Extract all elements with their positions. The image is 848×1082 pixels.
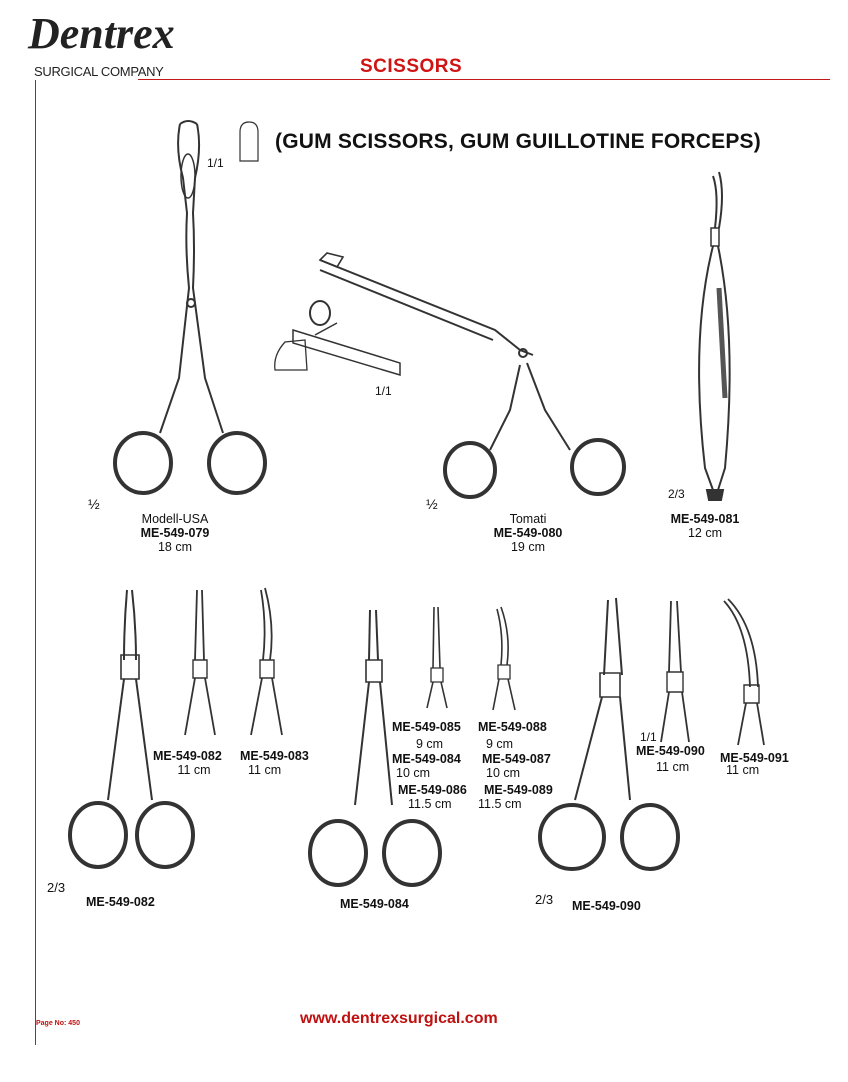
gum-scissors-detail-curved-illustration (720, 597, 775, 747)
gum-scissors-small-straight-illustration (422, 603, 452, 713)
product-size: 11 cm (726, 763, 760, 777)
scale-label: ½ (426, 496, 438, 512)
gum-scissors-large-illustration (60, 585, 200, 890)
scale-label: 2/3 (47, 880, 66, 895)
detail-scale-label: 1/1 (207, 156, 224, 170)
scale-label: 2/3 (535, 892, 554, 907)
product-size: 9 cm (486, 737, 514, 751)
brand-logo: Dentrex (28, 9, 175, 58)
product-size: 18 cm (157, 540, 193, 554)
product-code: ME-549-090 (636, 744, 705, 758)
product-code: ME-549-085 (392, 720, 461, 734)
product-size: 11 cm (177, 763, 211, 777)
gum-scissors-small-curved-illustration (487, 605, 522, 713)
product-size: 19 cm (510, 540, 546, 554)
product-label-081 (655, 512, 755, 540)
category-title: (GUM SCISSORS, GUM GUILLOTINE FORCEPS) (275, 130, 761, 153)
product-code: ME-549-084 (392, 752, 461, 766)
spring-scissors-illustration (685, 168, 745, 503)
product-code: ME-549-079 (140, 526, 210, 540)
product-code: ME-549-091 (720, 751, 789, 765)
group-main-code: ME-549-082 (86, 895, 155, 909)
product-code: ME-549-080 (493, 526, 563, 540)
gum-scissors-curved-illustration (245, 585, 290, 740)
product-code: ME-549-081 (670, 512, 740, 526)
product-label-082 (153, 749, 235, 777)
size-list-left (392, 720, 482, 811)
page-number: Page No: 450 (36, 1020, 80, 1027)
product-code: ME-549-088 (478, 720, 547, 734)
header-divider (138, 79, 830, 80)
gum-scissors-detail-straight-illustration (655, 597, 695, 747)
variant-name: Tomati (509, 512, 547, 526)
gum-scissors-straight-illustration (180, 585, 220, 740)
product-code: ME-549-086 (398, 783, 467, 797)
product-size: 11 cm (656, 760, 690, 774)
group-main-code: ME-549-090 (572, 899, 641, 913)
product-size: 12 cm (687, 526, 723, 540)
scale-label: ½ (88, 496, 100, 512)
product-size: 10 cm (486, 766, 521, 780)
brand-subtitle: SURGICAL COMPANY (34, 64, 164, 79)
product-size: 9 cm (416, 737, 444, 751)
variant-name: Modell-USA (141, 512, 209, 526)
page-heading: SCISSORS (360, 56, 463, 77)
website-link[interactable]: www.dentrexsurgical.com (300, 1010, 498, 1027)
product-label-080 (458, 512, 598, 554)
group-main-code: ME-549-084 (340, 897, 409, 911)
product-size: 11.5 cm (478, 797, 522, 811)
product-code: ME-549-089 (484, 783, 553, 797)
product-label-091 (720, 751, 802, 777)
product-label-090 (636, 744, 718, 774)
product-code: ME-549-083 (240, 749, 309, 763)
product-size: 11 cm (248, 763, 282, 777)
gum-guillotine-forceps-usa-illustration (105, 118, 275, 503)
product-label-079 (105, 512, 245, 554)
scale-label: 2/3 (668, 487, 685, 501)
detail-scale-label: 1/1 (640, 730, 657, 744)
product-size: 10 cm (396, 766, 431, 780)
detail-scale-label: 1/1 (375, 384, 392, 398)
product-size: 11.5 cm (408, 797, 452, 811)
left-margin-divider (35, 80, 36, 1045)
gum-guillotine-forceps-tomati-illustration (265, 245, 645, 510)
product-code: ME-549-087 (482, 752, 551, 766)
product-code: ME-549-082 (153, 749, 222, 763)
